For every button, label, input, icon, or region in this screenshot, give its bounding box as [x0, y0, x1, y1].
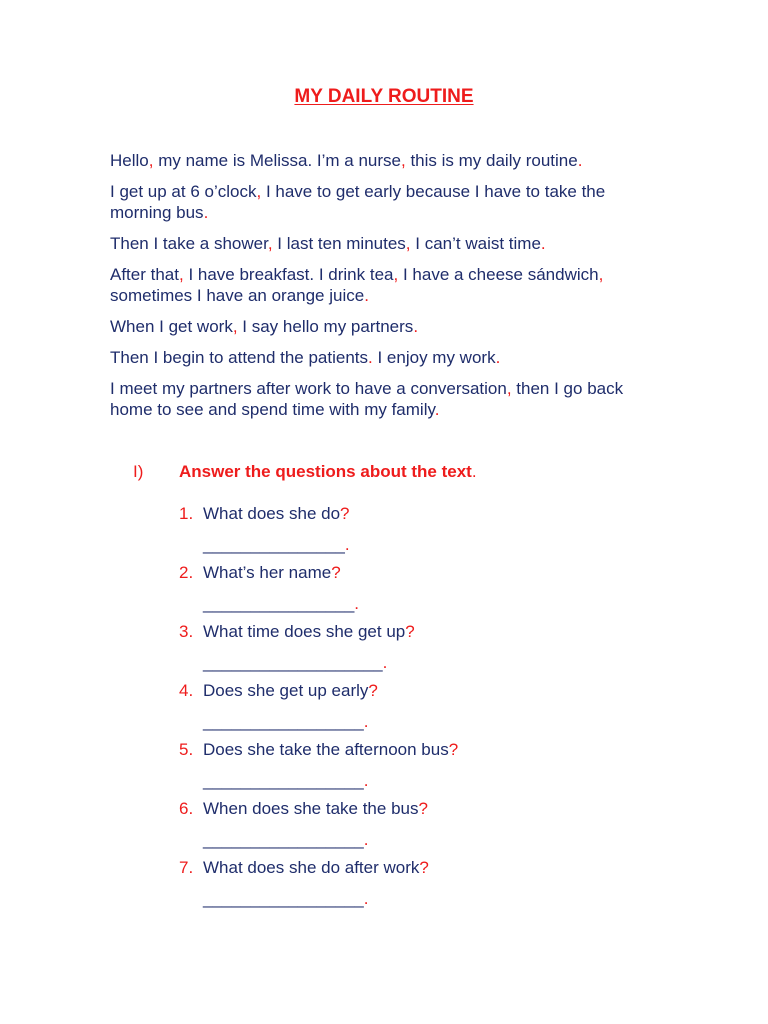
paragraph: [110, 347, 670, 368]
question-text: [203, 503, 350, 524]
question-item: [179, 798, 659, 857]
question-text: [203, 798, 428, 819]
answer-blank[interactable]: [203, 770, 368, 791]
question-item: [179, 739, 659, 798]
punctuation-mark: ,: [401, 151, 406, 170]
answer-line: ___________________: [203, 653, 383, 672]
answer-line: _______________: [203, 535, 345, 554]
question-item: [179, 621, 659, 680]
question-mark: ?: [405, 622, 415, 641]
answer-blank[interactable]: [203, 711, 368, 732]
punctuation-mark: .: [413, 317, 419, 336]
section-number: I): [133, 462, 144, 481]
text-run: When I get work: [110, 317, 233, 336]
punctuation-mark: ,: [232, 317, 238, 336]
question-label: Does she take the afternoon bus: [203, 740, 449, 759]
question-label: What time does she get up: [203, 622, 406, 641]
text-run: I meet my partners after work to have a conversation: [110, 379, 507, 398]
text-run: Then I take a shower: [110, 234, 268, 253]
paragraph: [110, 233, 670, 254]
answer-line: ________________: [203, 594, 355, 613]
section-heading-text: Answer the questions about the text: [179, 462, 472, 481]
text-run: I can’t waist time: [410, 234, 541, 253]
answer-period: .: [363, 889, 369, 908]
answer-blank[interactable]: [203, 829, 368, 850]
text-run: I have breakfast. I drink tea: [183, 265, 394, 284]
punctuation-mark: ,: [267, 234, 273, 253]
answer-line: _________________: [203, 771, 364, 790]
text-run: my name is Melissa. I’m a nurse: [153, 151, 401, 170]
answer-blank[interactable]: [203, 593, 359, 614]
text-run: sometimes I have an orange juice: [110, 286, 365, 305]
question-label: What’s her name: [203, 563, 332, 582]
answer-line: _________________: [203, 830, 364, 849]
answer-period: .: [363, 771, 369, 790]
answer-period: .: [363, 830, 369, 849]
question-text: [203, 857, 429, 878]
question-item: [179, 503, 659, 562]
page-title: MY DAILY ROUTINE: [294, 86, 474, 107]
answer-period: .: [344, 535, 350, 554]
punctuation-mark: ,: [598, 265, 604, 284]
question-item: [179, 857, 659, 916]
punctuation-mark: .: [364, 286, 369, 305]
question-item: [179, 562, 659, 621]
text-run: Hello: [110, 151, 149, 170]
question-mark: ?: [419, 858, 429, 877]
question-mark: ?: [340, 504, 350, 523]
text-run: I have a cheese sándwich: [398, 265, 599, 284]
answer-period: .: [354, 594, 360, 613]
text-run: Then I begin to attend the patients: [110, 348, 369, 367]
question-mark: ?: [368, 681, 378, 700]
question-label: What does she do: [203, 504, 341, 523]
question-text: [203, 680, 378, 701]
text-run: After that: [110, 265, 179, 284]
question-number: 2.: [179, 563, 194, 582]
punctuation-mark: ,: [148, 151, 154, 170]
paragraph: [110, 378, 670, 420]
punctuation-mark: ,: [405, 234, 411, 253]
question-mark: ?: [418, 799, 428, 818]
question-number: 7.: [179, 858, 194, 877]
answer-blank[interactable]: [203, 652, 387, 673]
question-list: [179, 503, 659, 916]
punctuation-mark: ,: [393, 265, 399, 284]
section-heading: [179, 461, 477, 482]
paragraph: [110, 264, 670, 306]
question-label: When does she take the bus: [203, 799, 419, 818]
answer-line: _________________: [203, 889, 364, 908]
punctuation-mark: ,: [506, 379, 512, 398]
punctuation-mark: .: [203, 203, 209, 222]
question-label: Does she get up early: [203, 681, 369, 700]
paragraph: [110, 150, 670, 171]
question-mark: ?: [448, 740, 459, 759]
question-text: [203, 621, 415, 642]
question-text: [203, 739, 458, 760]
answer-period: .: [382, 653, 388, 672]
paragraph: [110, 181, 670, 223]
text-run: I say hello my partners: [237, 317, 414, 336]
answer-line: _________________: [203, 712, 364, 731]
punctuation-mark: .: [577, 151, 583, 170]
paragraph: [110, 316, 670, 337]
question-number: 3.: [179, 622, 194, 641]
answer-blank[interactable]: [203, 888, 368, 909]
question-label: What does she do after work: [203, 858, 420, 877]
punctuation-mark: ,: [256, 182, 262, 201]
question-number: 5.: [179, 740, 194, 759]
question-item: [179, 680, 659, 739]
text-run: I have to get early because I have to take the morning bus: [110, 182, 606, 222]
punctuation-mark: .: [368, 348, 373, 367]
answer-blank[interactable]: [203, 534, 350, 555]
punctuation-mark: ,: [178, 265, 184, 284]
answer-period: .: [363, 712, 369, 731]
punctuation-mark: .: [495, 348, 501, 367]
punctuation-mark: .: [434, 400, 440, 419]
question-number: 6.: [179, 799, 194, 818]
punctuation-mark: .: [540, 234, 546, 253]
text-run: then I go back home to see and spend time with my family: [110, 379, 624, 419]
reading-text: [110, 150, 670, 430]
text-run: I last ten minutes: [272, 234, 406, 253]
text-run: I get up at 6 o’clock: [110, 182, 257, 201]
question-number: 1.: [179, 504, 194, 523]
question-mark: ?: [331, 563, 341, 582]
question-text: [203, 562, 341, 583]
question-number: 4.: [179, 681, 194, 700]
text-run: I enjoy my work: [372, 348, 496, 367]
text-run: this is my daily routine: [405, 151, 578, 170]
section-heading-period: .: [471, 462, 477, 481]
